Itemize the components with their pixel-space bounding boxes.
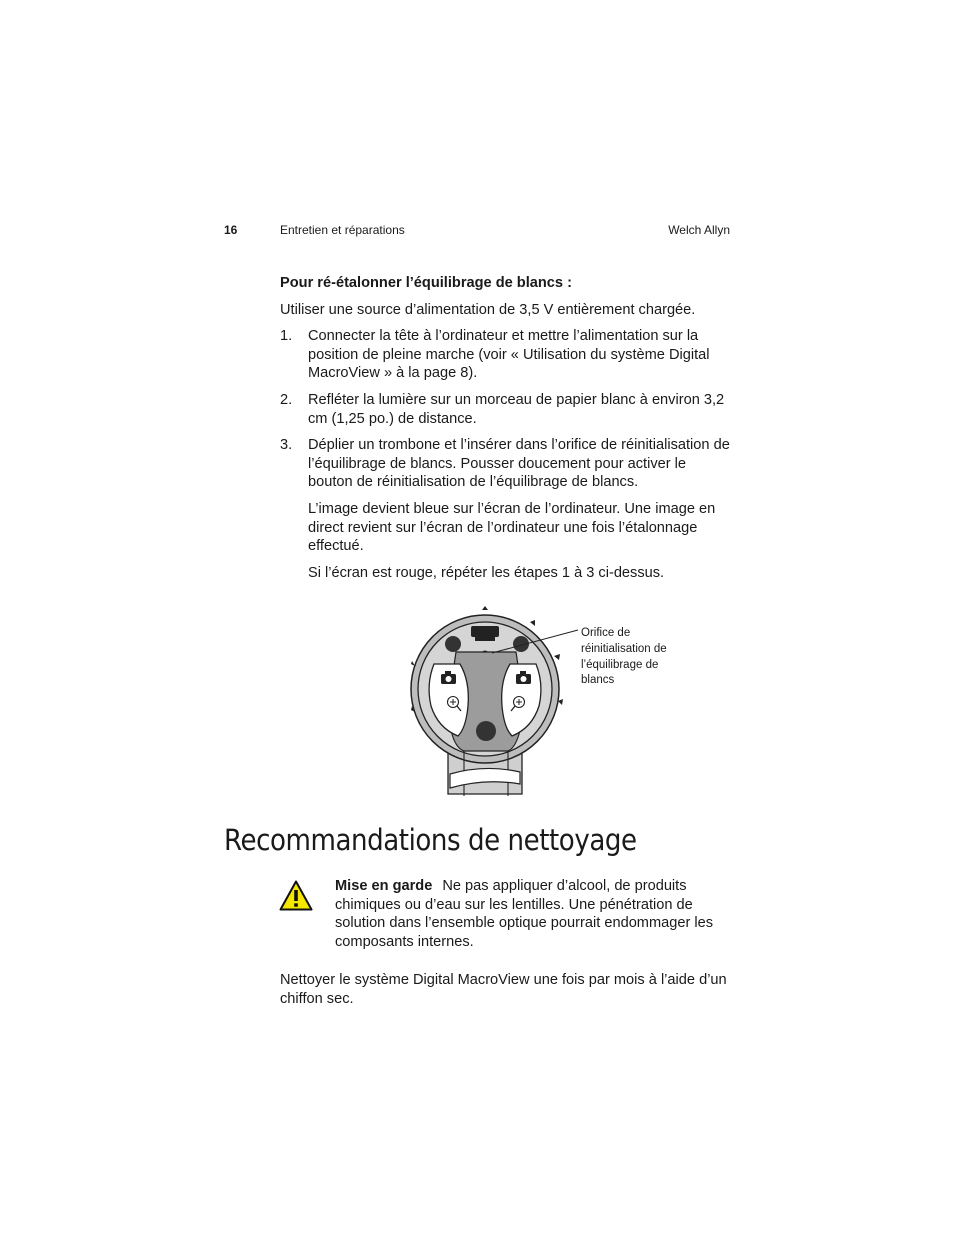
step-number: 1. — [280, 328, 293, 345]
cleaning-instructions: Nettoyer le système Digital MacroView une fois par mois à l’aide d’un chiffon sec. — [280, 972, 727, 1007]
procedure-heading: Pour ré-étalonner l’équilibrage de blancs : — [280, 275, 572, 291]
callout-line: réinitialisation de — [581, 642, 667, 655]
section-title: Recommandations de nettoyage — [224, 823, 637, 857]
reset-hole-callout — [581, 626, 691, 689]
callout-line: blancs — [581, 674, 615, 687]
step-result-note: L’image devient bleue sur l’écran de l’ordinateur. Une image en direct revient sur l’écran de l’ordinateur une fois l’étalonnage effectué. — [308, 500, 716, 555]
callout-line: Orifice de — [581, 627, 631, 639]
procedure-steps — [280, 327, 732, 492]
step-number: 2. — [280, 391, 293, 408]
step-text: Connecter la tête à l’ordinateur et mettre l’alimentation sur la position de pleine marche (voir « Utilisation du système Digital MacroView » à la page 8). — [308, 328, 710, 382]
step-retry-note: Si l’écran est rouge, répéter les étapes 1 à 3 ci-dessus. — [308, 564, 665, 581]
caution-text: Ne pas appliquer d’alcool, de produits chimiques ou d’eau sur les lentilles. Une pénétration de solution dans l’ensemble optique pourrait endommager les composants internes. — [335, 878, 714, 950]
page-number: 16 — [224, 223, 238, 237]
procedure-intro: Utiliser une source d’alimentation de 3,5 V entièrement chargée. — [280, 301, 696, 318]
callout-line: l’équilibrage de — [581, 658, 659, 671]
page-header — [224, 221, 730, 239]
caution-label: Mise en garde — [335, 878, 433, 894]
running-section-title: Entretien et réparations — [280, 223, 405, 237]
step-number: 3. — [280, 437, 293, 454]
running-brand-name: Welch Allyn — [668, 223, 730, 237]
procedure-step — [280, 327, 732, 383]
step-text: Déplier un trombone et l’insérer dans l’orifice de réinitialisation de l’équilibrage de blancs. Pousser doucement pour activer le bouton de réinitialisation de l’équilibrage de blancs. — [308, 437, 730, 491]
procedure-step — [280, 391, 732, 428]
step-text: Refléter la lumière sur un morceau de papier blanc à environ 3,2 cm (1,25 po.) de distance. — [308, 391, 725, 427]
caution-notice — [335, 877, 731, 951]
white-balance-procedure — [280, 274, 732, 590]
procedure-step — [280, 436, 732, 492]
warning-icon — [279, 880, 313, 911]
